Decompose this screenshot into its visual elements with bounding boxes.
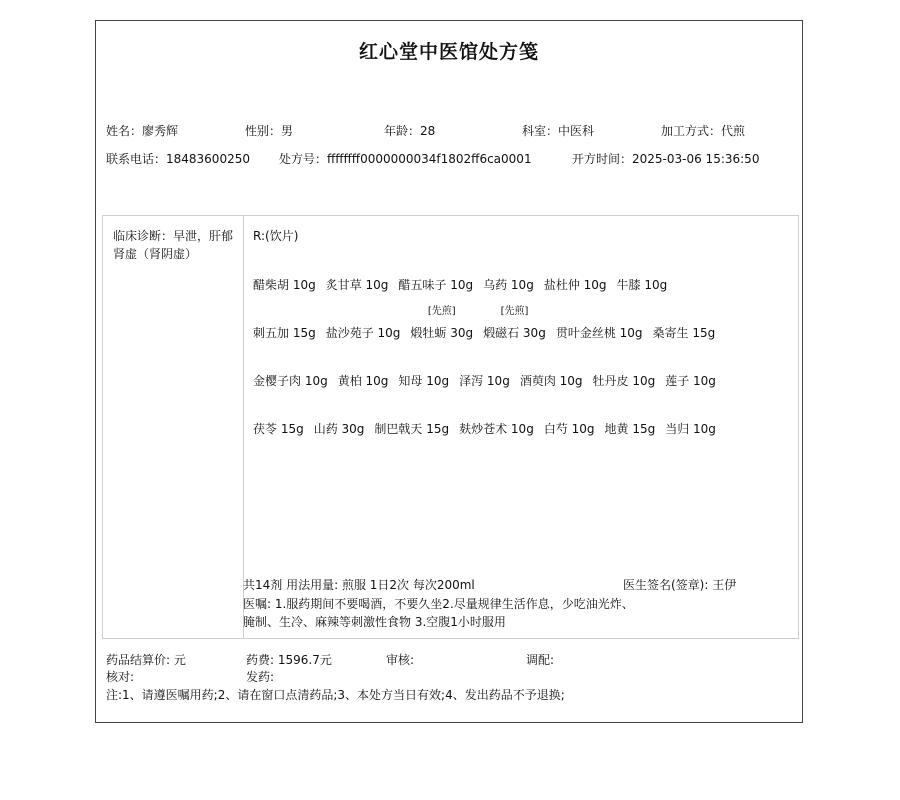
herb-row	[253, 372, 726, 389]
notice-text: 注:1、请遵医嘱用药;2、请在窗口点清药品;3、本处方当日有效;4、发出药品不予退换;	[106, 688, 565, 702]
herb-item	[544, 276, 607, 293]
herb-text: 醋柴胡 10g	[253, 278, 316, 292]
patient-name: 姓名：廖秀辉	[106, 124, 179, 138]
prescription-body	[102, 215, 799, 639]
settlement-price: 药品结算价: 元	[106, 653, 186, 667]
herb-item	[253, 324, 316, 341]
herb-text: 黄柏 10g	[337, 374, 389, 388]
herb-item	[483, 306, 546, 341]
herb-item	[398, 276, 473, 293]
herb-item	[617, 276, 668, 293]
check-label: 核对:	[106, 670, 135, 684]
issue-label: 发药:	[246, 670, 275, 684]
herb-text: 茯苓 15g	[253, 422, 304, 436]
department: 科室：中医科	[522, 124, 595, 138]
herb-text: 桑寄生 15g	[652, 326, 716, 340]
herb-item	[459, 372, 510, 389]
herb-text: 麸炒苍术 10g	[459, 422, 534, 436]
herb-text: 煅磁石 30g	[483, 326, 546, 340]
prescription-time: 开方时间：2025-03-06 15:36:50	[572, 152, 760, 166]
prescription-sheet	[95, 20, 803, 723]
herb-item	[593, 372, 656, 389]
herb-item	[520, 372, 583, 389]
drug-fee: 药费: 1596.7元	[246, 653, 332, 667]
doctor-advice: 医嘱: 1.服药期间不要喝酒，不要久坐2.尽量规律生活作息，少吃油光炸、腌制、生冷、麻辣等刺激性食物 3.空腹1小时服用	[243, 597, 634, 629]
herb-row	[253, 276, 677, 293]
processing-method: 加工方式：代煎	[661, 124, 746, 138]
herb-text: 泽泻 10g	[459, 374, 510, 388]
herb-item	[338, 372, 389, 389]
rx-label: R:(饮片)	[253, 229, 299, 243]
herb-item	[544, 420, 595, 437]
herb-text: 白芍 10g	[543, 422, 595, 436]
herb-text: 盐沙苑子 10g	[325, 326, 401, 340]
herb-item	[326, 324, 401, 341]
review-label: 审核:	[386, 653, 415, 667]
herb-text: 煅牡蛎 30g	[410, 326, 474, 340]
herb-text: 醋五味子 10g	[398, 278, 474, 292]
herb-item	[374, 420, 449, 437]
herb-text: 牛膝 10g	[616, 278, 668, 292]
herb-text: 制巴戟天 15g	[374, 422, 450, 436]
herb-item	[653, 324, 716, 341]
contact-phone: 联系电话：18483600250	[106, 152, 250, 166]
herb-item	[314, 420, 365, 437]
prescription-number: 处方号：ffffffff0000000034f1802ff6ca0001	[279, 152, 532, 166]
herb-item	[605, 420, 656, 437]
dispense-label: 调配:	[526, 653, 555, 667]
herb-item	[326, 276, 389, 293]
decoction-note: [先煎]	[500, 306, 529, 317]
herb-text: 刺五加 15g	[253, 326, 316, 340]
herb-item	[556, 324, 643, 341]
herb-item	[253, 372, 328, 389]
doctor-signature: 医生签名(签章): 王伊	[623, 578, 737, 592]
herb-text: 乌药 10g	[483, 278, 534, 292]
decoction-note: [先煎]	[427, 306, 456, 317]
column-divider	[243, 216, 244, 638]
patient-age: 年龄：28	[384, 124, 436, 138]
document-title: 红心堂中医馆处方笺	[358, 41, 539, 63]
herb-text: 当归 10g	[665, 422, 716, 436]
herb-text: 地黄 15g	[604, 422, 656, 436]
herb-text: 金樱子肉 10g	[253, 374, 328, 388]
herb-item	[459, 420, 534, 437]
herb-item	[398, 372, 449, 389]
herb-item	[665, 420, 716, 437]
herb-item	[410, 306, 474, 341]
herb-text: 山药 30g	[313, 422, 365, 436]
herb-row	[253, 420, 726, 437]
clinical-diagnosis: 临床诊断：早泄，肝郁肾虚（肾阴虚）	[113, 229, 234, 261]
herb-item	[253, 276, 316, 293]
usage-dosage: 共14剂 用法用量: 煎服 1日2次 每次200ml	[243, 578, 475, 592]
herb-text: 贯叶金丝桃 10g	[555, 326, 643, 340]
herb-row	[253, 306, 725, 341]
herb-item	[483, 276, 534, 293]
herb-text: 炙甘草 10g	[325, 278, 389, 292]
herb-text: 盐杜仲 10g	[543, 278, 607, 292]
herb-item	[253, 420, 304, 437]
patient-gender: 性别：男	[245, 124, 294, 138]
herb-text: 知母 10g	[398, 374, 450, 388]
herb-item	[665, 372, 716, 389]
herb-text: 莲子 10g	[665, 374, 716, 388]
herb-text: 牡丹皮 10g	[592, 374, 656, 388]
herb-text: 酒萸肉 10g	[519, 374, 583, 388]
